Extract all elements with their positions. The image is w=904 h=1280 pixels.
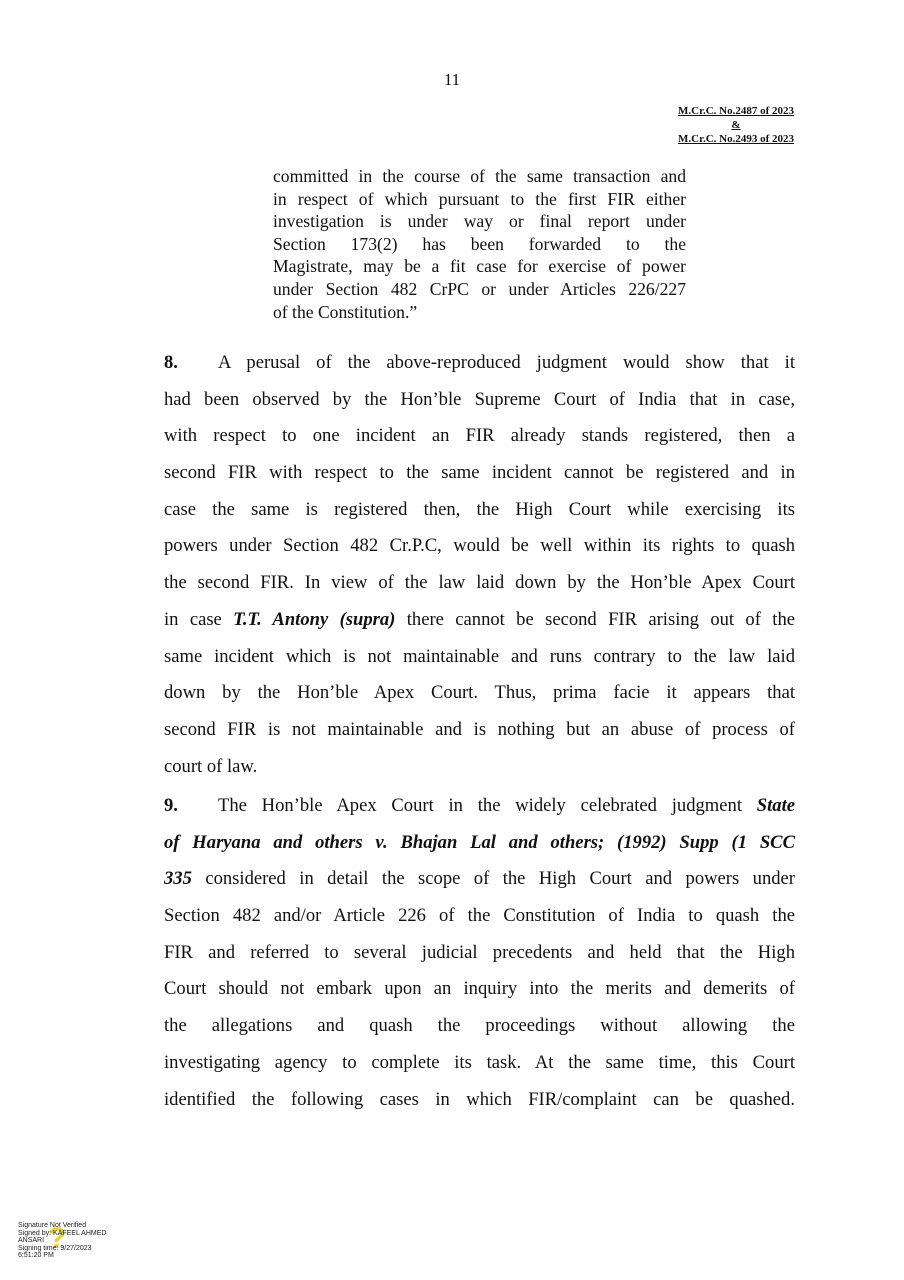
paragraph-line: case the same is registered then, the High Court while exercising its (164, 498, 795, 520)
paragraph-line: court of law. (164, 755, 258, 777)
case-citation: State (756, 795, 795, 816)
paragraph-line: second FIR is not maintainable and is nothing but an abuse of process of (164, 718, 795, 740)
case-number-header (678, 104, 794, 146)
paragraph-line: 335 considered in detail the scope of the High Court and powers under (164, 868, 795, 890)
paragraph-line: FIR and referred to several judicial precedents and held that the High (164, 941, 795, 963)
signer-name: Signed by: KAFEEL AHMED (18, 1229, 107, 1237)
digital-signature-block (18, 1222, 128, 1260)
paragraph-number: 8. (164, 352, 178, 373)
paragraph-8 (164, 345, 795, 785)
paragraph-line: the second FIR. In view of the law laid down by the Hon’ble Apex Court (164, 572, 795, 594)
quote-line: in respect of which pursuant to the first FIR either (273, 188, 686, 209)
page-number: 11 (443, 70, 461, 89)
quoted-judgment-excerpt (273, 165, 686, 323)
signature-status-icon: ? (48, 1222, 67, 1255)
quote-line: committed in the course of the same transaction and (273, 166, 686, 186)
paragraph-line: in case T.T. Antony (supra) there cannot be second FIR arising out of the (164, 608, 795, 630)
quote-line: of the Constitution.” (273, 301, 418, 322)
paragraph-line: had been observed by the Hon’ble Supreme Court of India that in case, (164, 388, 795, 410)
quote-line: under Section 482 CrPC or under Articles 226/227 (273, 278, 686, 299)
quote-line: Magistrate, may be a fit case for exercise of power (273, 256, 686, 277)
case-ampersand: & (731, 119, 741, 131)
paragraph-line: second FIR with respect to the same incident cannot be registered and in (164, 462, 795, 484)
case-citation: 335 (164, 868, 192, 890)
paragraph-number: 9. (164, 795, 178, 816)
case-citation: T.T. Antony (supra) (233, 608, 396, 630)
paragraph-line: identified the following cases in which FIR/complaint can be quashed. (164, 1088, 795, 1110)
quote-line: investigation is under way or final report under (273, 211, 686, 232)
paragraph-line: 8. A perusal of the above-reproduced judgment would show that it (164, 345, 795, 382)
case-citation: of Haryana and others v. Bhajan Lal and others; (1992) Supp (1 SCC (164, 831, 795, 853)
paragraph-line: down by the Hon’ble Apex Court. Thus, prima facie it appears that (164, 682, 795, 704)
paragraph-line: powers under Section 482 Cr.P.C, would be well within its rights to quash (164, 535, 795, 557)
paragraph-9 (164, 788, 795, 1118)
signer-name-cont: ANSARI (18, 1237, 45, 1244)
paragraph-line: 9. The Hon’ble Apex Court in the widely celebrated judgment State (164, 788, 795, 825)
paragraph-line: Court should not embark upon an inquiry into the merits and demerits of (164, 978, 795, 1000)
paragraph-line: with respect to one incident an FIR already stands registered, then a (164, 425, 795, 447)
signing-date: Signing time: 9/27/2023 (18, 1244, 92, 1252)
paragraph-line: Section 482 and/or Article 226 of the Constitution of India to quash the (164, 905, 795, 927)
paragraph-line: the allegations and quash the proceedings without allowing the (164, 1015, 795, 1037)
signature-status: Signature Not Verified (18, 1222, 87, 1229)
case-number-1: M.Cr.C. No.2487 of 2023 (678, 105, 794, 117)
quote-line: Section 173(2) has been forwarded to the (273, 233, 686, 254)
case-number-2: M.Cr.C. No.2493 of 2023 (678, 133, 794, 145)
signing-time: 6:51:20 PM (18, 1252, 54, 1259)
paragraph-line: same incident which is not maintainable and runs contrary to the law laid (164, 645, 795, 667)
paragraph-line: investigating agency to complete its task. At the same time, this Court (164, 1051, 795, 1073)
